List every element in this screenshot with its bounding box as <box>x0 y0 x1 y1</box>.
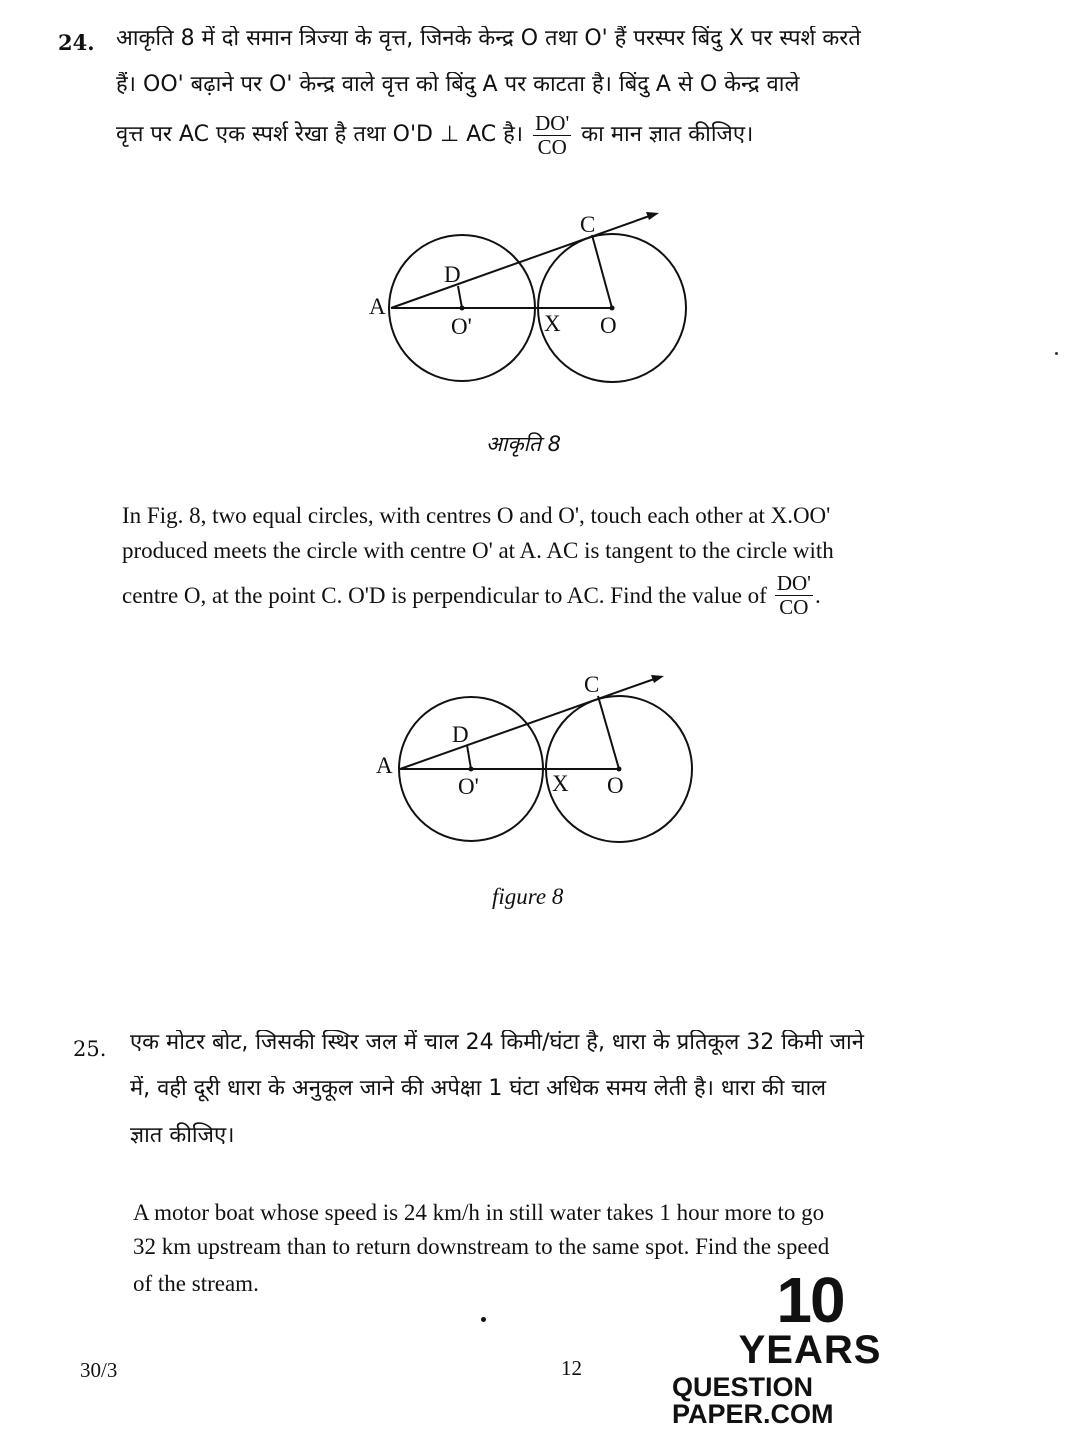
label-d: D <box>444 262 461 287</box>
label-o-prime: O' <box>451 314 472 339</box>
point-o-en <box>617 767 622 772</box>
segment-o-prime-d-en <box>467 745 471 769</box>
figure-8-hindi <box>355 200 705 400</box>
q24-english-line-2: produced meets the circle with centre O' at A. AC is tangent to the circle with <box>122 538 834 563</box>
label-o-prime-en: O' <box>458 774 479 799</box>
q25-english-line-1: A motor boat whose speed is 24 km/h in still water takes 1 hour more to go <box>133 1200 825 1225</box>
label-o-en: O <box>607 773 624 798</box>
q24-hindi-line-2: हैं। OO' बढ़ाने पर O' केन्द्र वाले वृत्त को बिंदु A पर काटता है। बिंदु A से O केन्द्र वाले <box>116 72 800 97</box>
q24-hindi-line-3 <box>116 112 753 159</box>
label-d-en: D <box>452 722 469 747</box>
page-number: 12 <box>561 1356 582 1380</box>
q24-english-line-3-text: centre O, at the point C. O'D is perpendicular to AC. Find the value of <box>122 582 767 608</box>
label-x: X <box>544 311 561 336</box>
q25-english-line-2: 32 km upstream than to return downstream to the same spot. Find the speed <box>133 1234 830 1259</box>
q24-english-line-1: In Fig. 8, two equal circles, with centres O and O', touch each other at X.OO' <box>122 503 831 528</box>
fraction-numerator: DO' <box>535 111 570 135</box>
fraction-denominator-en: CO <box>779 595 809 620</box>
point-o <box>610 306 615 311</box>
question-24-number: 24. <box>58 30 95 55</box>
label-c: C <box>580 212 596 237</box>
label-a: A <box>369 294 386 319</box>
fraction-numerator-en: DO' <box>776 571 811 595</box>
q25-hindi-line-1: एक मोटर बोट, जिसकी स्थिर जल में चाल 24 किमी/घंटा है, धारा के प्रतिकूल 32 किमी जाने <box>130 1030 864 1055</box>
q25-english-line-3: of the stream. <box>133 1271 259 1296</box>
fraction-denominator: CO <box>537 135 567 160</box>
watermark-years: YEARS <box>738 1328 882 1372</box>
label-c-en: C <box>584 672 600 697</box>
point-o-prime-en <box>469 767 474 772</box>
figure-8-english <box>370 665 720 865</box>
watermark-site: QUESTION PAPER.COM <box>672 1372 834 1429</box>
q25-hindi-line-2: में, वही दूरी धारा के अनुकूल जाने की अपेक्षा 1 घंटा अधिक समय लेती है। धारा की चाल <box>130 1076 827 1101</box>
figure-caption-hindi: आकृति 8 <box>486 432 562 456</box>
watermark-logo <box>670 1264 950 1429</box>
segment-o-c-en <box>598 696 619 769</box>
point-o-prime <box>460 306 465 311</box>
q24-hindi-line-3-end: का मान ज्ञात कीजिए। <box>581 122 754 148</box>
q24-english-line-3-period: . <box>814 582 821 608</box>
tangent-ac-en <box>400 677 660 769</box>
q25-hindi-line-3: ज्ञात कीजिए। <box>130 1123 235 1148</box>
fraction-do-co-hindi <box>533 112 571 159</box>
q24-hindi-line-3-text: वृत्त पर AC एक स्पर्श रेखा है तथा O'D ⊥ AC है। <box>116 122 524 148</box>
fraction-do-co-english <box>775 572 813 619</box>
segment-o-c <box>592 235 612 308</box>
segment-o-prime-d <box>458 286 462 308</box>
figure-caption-english: figure 8 <box>492 884 564 909</box>
label-o: O <box>600 313 617 338</box>
q24-english-line-3 <box>122 572 821 619</box>
arrow-head <box>646 212 659 220</box>
label-a-en: A <box>376 753 393 778</box>
watermark-number: 10 <box>776 1264 844 1336</box>
paper-code: 30/3 <box>80 1358 118 1382</box>
tangent-ac <box>391 214 655 308</box>
question-25-number: 25. <box>73 1037 107 1061</box>
label-x-en: X <box>552 771 569 796</box>
scan-dot <box>1055 352 1058 355</box>
arrow-head-en <box>651 675 664 683</box>
q24-hindi-line-1: आकृति 8 में दो समान त्रिज्या के वृत्त, जिनके केन्द्र O तथा O' हैं परस्पर बिंदु X पर स्पर्श करते <box>116 26 861 51</box>
scan-dot <box>481 1317 486 1322</box>
